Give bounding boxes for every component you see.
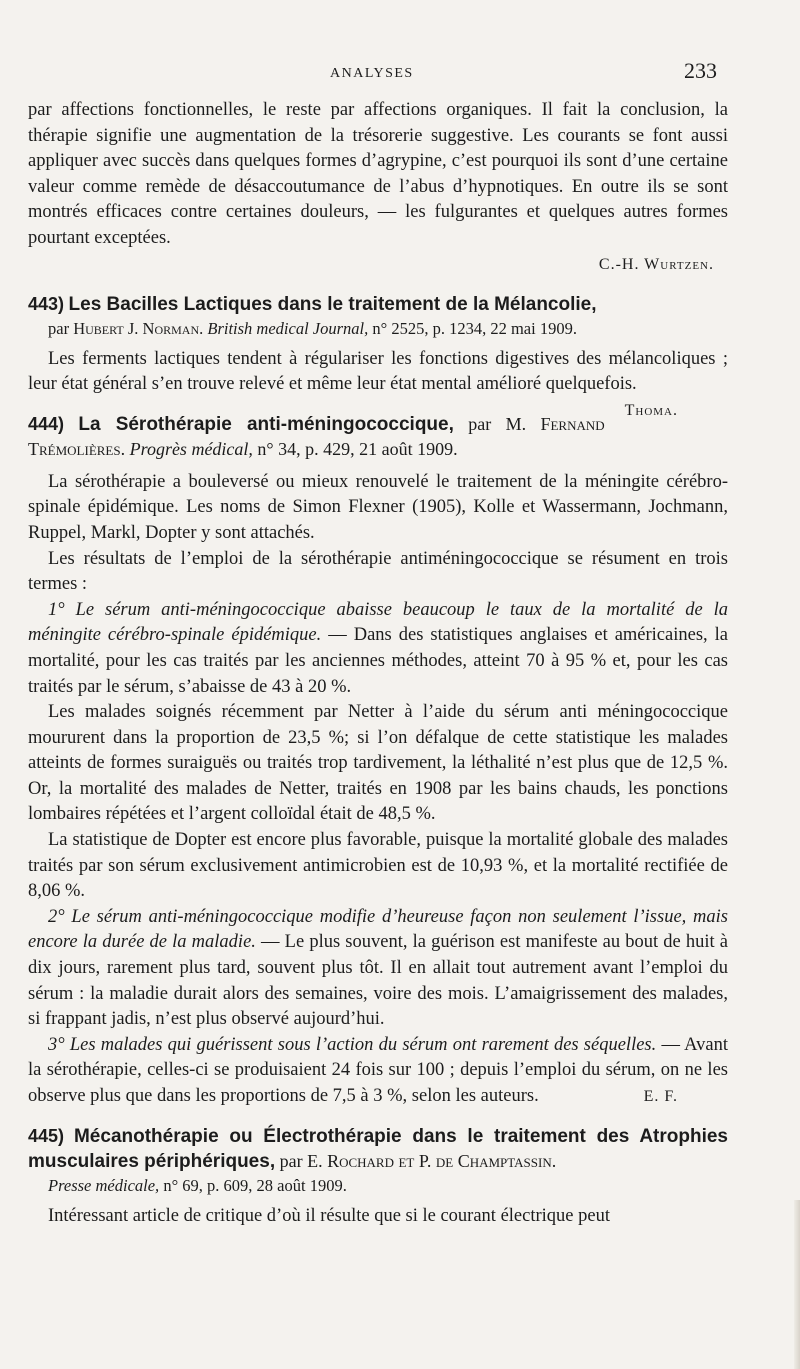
intro-paragraph: par affections fonctionnelles, le reste par affections organiques. Il fait la conclusion, la thérapie signifie une augmentation de la trésorerie suggestive. Les courants se font aussi appliquer avec succès dans quelques formes d’agrypine, c’est pourquoi ils sont d’une certaine valeur comme remède de désaccoutumance de l’abus d’hypnotiques. En outre ils se sont montrés efficaces contre certaines douleurs, — les fulgurantes et quelques autres formes pourtant exceptées. — [28, 100, 728, 248]
article-443-title: Les Bacilles Lactiques dans le traitement de la Mélancolie, — [68, 293, 597, 315]
article-444-number: 444) — [28, 413, 65, 434]
article-444-signature: E. F. — [643, 1088, 678, 1105]
article-444-heading: 444) La Sérothérapie anti-méningococcique, par M. Fernand Trémolières. Progrès médical, n° 34, p. 429, 21 août 1909. — [28, 413, 605, 459]
article-445-journal: Presse médicale, — [48, 1175, 160, 1195]
article-443-heading — [28, 292, 728, 317]
article-444-p4: Les malades soignés récemment par Netter à l’aide du sérum anti méningococcique moururent dans la proportion de 23,5 %; si l’on défalque de cette statistique les malades atteints de formes suraiguës ou traités trop tardivement, la léthalité n’est plus que de 12,5 %. Or, la mortalité des malades de Netter, traités en 1908 par les bains chauds, les ponctions lombaires répétées et l’argent colloïdal était de 48,5 %. — [28, 702, 728, 825]
article-444-p5: La statistique de Dopter est encore plus favorable, puisque la mortalité globale des malades traités par son sérum exclusivement antimicrobien est de 10,93 %, et la mortalité rectifiée de 8,06 %. — [28, 830, 728, 902]
article-443-journal: British medical Journal, — [207, 318, 369, 338]
article-444-p7: 3° Les malades qui guérissent sous l’action du sérum ont rarement des séquelles. — Avant la sérothérapie, celles-ci se produisaient 24 fois sur 100 ; depuis l’emploi du sérum, on ne les observe plus que dans les proportions de 7,5 à 3 %, selon les auteurs. E. F. — [28, 1033, 728, 1110]
article-444-p1: La sérothérapie a bouleversé ou mieux renouvelé le traitement de la méningite cérébro-spinale épidémique. Les noms de Simon Flexner (1905), Kolle et Wassermann, Jochmann, Ruppel, Markl, Dopter y sont attachés. — [28, 471, 728, 543]
article-444-p3: 1° Le sérum anti-méningococcique abaisse beaucoup le taux de la mortalité de la méningite cérébro-spinale épidémique. — Dans des statistiques anglaises et américaines, la mortalité, pour les cas traités par les anciennes méthodes, atteint 70 à 95 % et, pour les cas traités par le sérum, s’abaisse de 43 à 20 %. — [28, 599, 728, 697]
running-title: ANALYSES — [330, 66, 414, 81]
article-445-number: 445) — [28, 1125, 65, 1146]
article-443-byline: par Hubert J. Norman. British medical Journal, n° 2525, p. 1234, 22 mai 1909. — [48, 318, 577, 338]
article-445-text: Intéressant article de critique d’où il résulte que si le courant électrique peut — [48, 1205, 610, 1226]
article-445-authors: E. Rochard et P. de Champtassin. — [307, 1150, 557, 1171]
article-445-title: Mécanothérapie ou Électrothérapie dans le traitement des Atrophies musculaires périphériques, — [28, 1125, 728, 1172]
article-445-byline — [48, 1174, 728, 1198]
article-443-text: Les ferments lactiques tendent à régulariser les fonctions digestives des mélancoliques ; leur état général s’en trouve relevé et même leur état mental amélioré quelquefois. Thoma. — [28, 347, 728, 398]
article-444-author: Fernand Trémolières. — [28, 413, 605, 459]
article-445-heading: 445) Mécanothérapie ou Électrothérapie dans le traitement des Atrophies musculaires périphériques, par E. Rochard et P. de Champtassin. — [28, 1125, 728, 1172]
intro-signature: C.-H. Wurtzen. — [598, 255, 714, 273]
article-443-signature: Thoma. — [624, 401, 678, 419]
page-edge-shadow — [794, 1200, 800, 1369]
running-head — [0, 60, 800, 90]
article-body — [28, 98, 728, 1229]
article-444-title: La Sérothérapie anti-méningococcique, — [78, 413, 454, 435]
article-443-number: 443) — [28, 293, 65, 314]
article-444-journal: Progrès médical, — [129, 438, 253, 459]
article-444-ref: n° 34, p. 429, 21 août 1909. — [257, 438, 458, 459]
article-445-ref: n° 69, p. 609, 28 août 1909. — [163, 1175, 347, 1195]
page-number: 233 — [684, 58, 717, 83]
article-443-ref: n° 2525, p. 1234, 22 mai 1909. — [372, 318, 577, 338]
article-444-p6: 2° Le sérum anti-méningococcique modifie d’heureuse façon non seulement l’issue, mais encore la durée de la maladie. — Le plus souvent, la guérison est manifeste au bout de huit à dix jours, rarement plus tard, souvent plus tôt. Il en allait tout autrement avant l’emploi du sérum : la maladie durait alors des semaines, voire des mois. L’amaigrissement des malades, si frappant jadis, n’est plus observé aujourd’hui. — [28, 906, 728, 1030]
article-443-author: Hubert J. Norman. — [73, 318, 204, 338]
article-444-p2: Les résultats de l’emploi de la sérothérapie antiméningococcique se résument en trois termes : — [28, 548, 728, 595]
